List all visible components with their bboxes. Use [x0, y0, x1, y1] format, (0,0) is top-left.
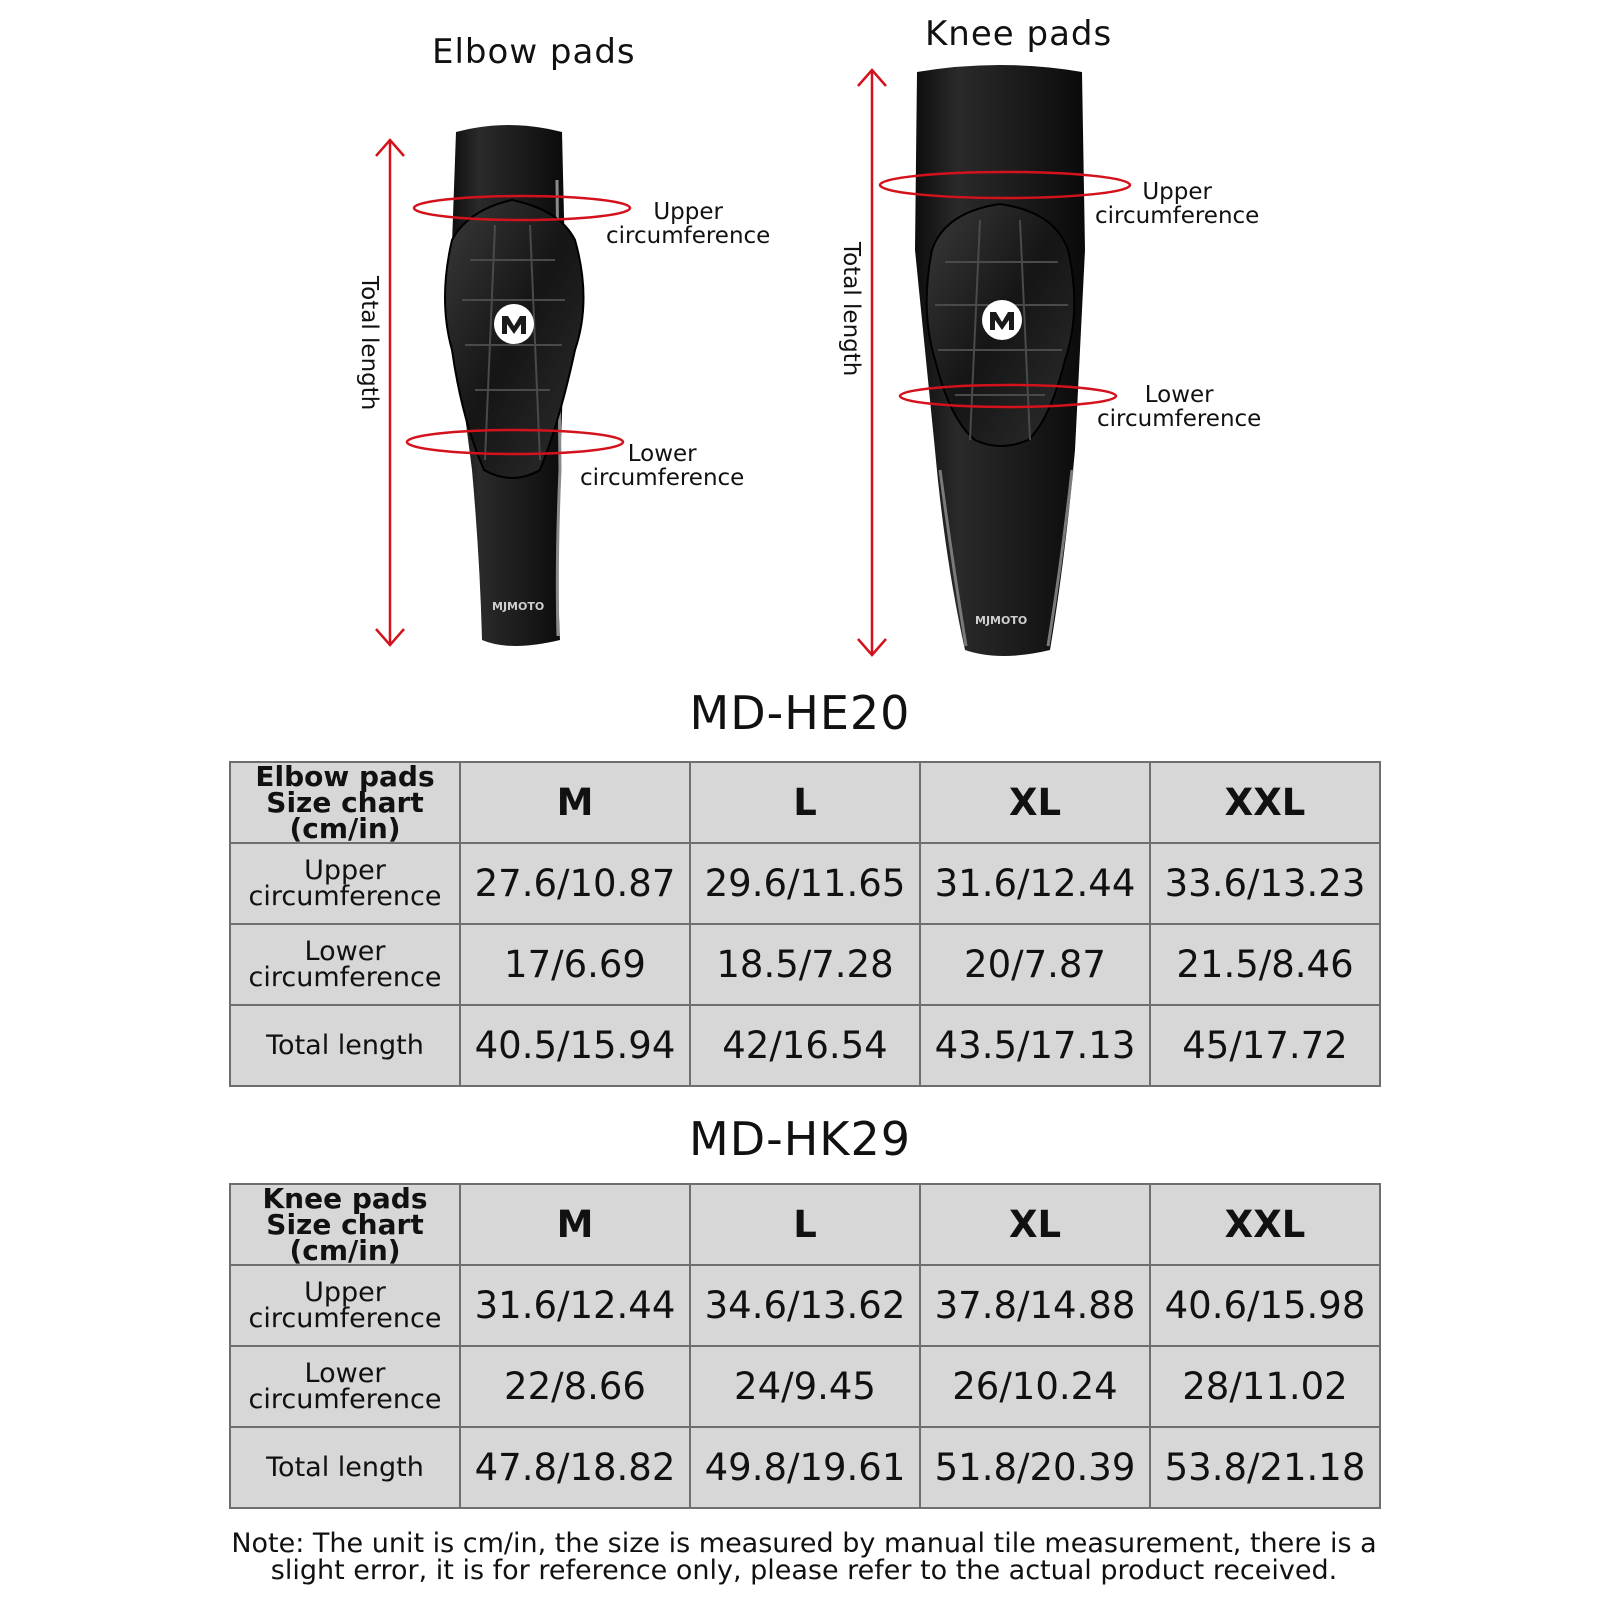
size-header-xl: XL — [920, 762, 1150, 843]
corner-line: (cm/in) — [289, 1233, 401, 1267]
model-title-knee: MD-HK29 — [689, 1112, 911, 1166]
table-corner-cell — [230, 1181, 460, 1267]
size-header-m: M — [460, 762, 690, 843]
row-label-line: Upper — [304, 1276, 386, 1308]
size-header-xxl: XXL — [1150, 1184, 1380, 1265]
table-cell: 49.8/19.61 — [690, 1427, 920, 1508]
row-label-lower-circumference — [230, 1346, 460, 1427]
table-cell: 31.6/12.44 — [460, 1265, 690, 1346]
row-label-line: Total length — [266, 1451, 424, 1483]
table-cell: 37.8/14.88 — [920, 1265, 1150, 1346]
table-row — [230, 924, 1380, 1005]
knee-size-chart — [229, 1183, 1381, 1509]
corner-line: (cm/in) — [289, 811, 401, 845]
row-label-line: circumference — [248, 1302, 442, 1334]
knee-lower-label: Lower circumference — [1097, 382, 1262, 432]
table-cell: 24/9.45 — [690, 1346, 920, 1427]
size-header-l: L — [690, 762, 920, 843]
row-label-line: Upper — [304, 854, 386, 886]
note-line: slight error, it is for reference only, please refer to the actual product received. — [270, 1555, 1338, 1586]
table-cell: 17/6.69 — [460, 924, 690, 1005]
table-header-row — [230, 762, 1380, 843]
row-label-line: circumference — [248, 961, 442, 993]
table-cell: 27.6/10.87 — [460, 843, 690, 924]
table-cell: 47.8/18.82 — [460, 1427, 690, 1508]
table-cell: 45/17.72 — [1150, 1005, 1380, 1086]
table-row — [230, 843, 1380, 924]
table-cell: 42/16.54 — [690, 1005, 920, 1086]
table-cell: 26/10.24 — [920, 1346, 1150, 1427]
table-row — [230, 1346, 1380, 1427]
knee-upper-label: Upper circumference — [1095, 179, 1260, 229]
corner-line: Size chart — [266, 1207, 424, 1241]
row-label-line: Lower — [304, 935, 386, 967]
table-row — [230, 1005, 1380, 1086]
row-label-total-length — [230, 1005, 460, 1086]
row-label-upper-circumference — [230, 1265, 460, 1346]
corner-line: Size chart — [266, 785, 424, 819]
elbow-pads-title: Elbow pads — [432, 32, 636, 72]
knee-brand-label: MJMOTO — [975, 614, 1028, 627]
row-label-line: Lower — [304, 1357, 386, 1389]
note-line: Note: The unit is cm/in, the size is measured by manual tile measurement, there is a — [231, 1528, 1377, 1559]
table-cell: 20/7.87 — [920, 924, 1150, 1005]
size-header-l: L — [690, 1184, 920, 1265]
elbow-lower-label: Lower circumference — [580, 441, 745, 491]
table-cell: 43.5/17.13 — [920, 1005, 1150, 1086]
table-cell: 34.6/13.62 — [690, 1265, 920, 1346]
table-cell: 40.6/15.98 — [1150, 1265, 1380, 1346]
table-row — [230, 1427, 1380, 1508]
sizing-diagram — [0, 0, 1600, 680]
table-corner-cell — [230, 759, 460, 845]
knee-pads-title: Knee pads — [925, 14, 1113, 54]
corner-line: Knee pads — [262, 1181, 428, 1215]
row-label-line: circumference — [248, 880, 442, 912]
elbow-length-label: Total length — [356, 276, 382, 411]
corner-line: Elbow pads — [255, 759, 435, 793]
size-header-xxl: XXL — [1150, 762, 1380, 843]
table-cell: 31.6/12.44 — [920, 843, 1150, 924]
knee-pad-image — [915, 65, 1085, 656]
table-cell: 29.6/11.65 — [690, 843, 920, 924]
size-header-m: M — [460, 1184, 690, 1265]
table-header-row — [230, 1184, 1380, 1265]
table-cell: 51.8/20.39 — [920, 1427, 1150, 1508]
row-label-upper-circumference — [230, 843, 460, 924]
elbow-pad-image — [445, 125, 584, 646]
elbow-size-chart — [229, 761, 1381, 1087]
measurement-note — [204, 1530, 1404, 1584]
elbow-upper-label: Upper circumference — [606, 199, 771, 249]
row-label-line: circumference — [248, 1383, 442, 1415]
elbow-brand-label: MJMOTO — [492, 600, 545, 613]
row-label-total-length — [230, 1427, 460, 1508]
table-cell: 28/11.02 — [1150, 1346, 1380, 1427]
elbow-logo-circle — [494, 304, 534, 344]
table-cell: 22/8.66 — [460, 1346, 690, 1427]
knee-logo-circle — [982, 300, 1022, 340]
row-label-line: Total length — [266, 1029, 424, 1061]
knee-length-label: Total length — [838, 242, 864, 377]
table-cell: 21.5/8.46 — [1150, 924, 1380, 1005]
size-header-xl: XL — [920, 1184, 1150, 1265]
table-row — [230, 1265, 1380, 1346]
table-cell: 40.5/15.94 — [460, 1005, 690, 1086]
model-title-elbow: MD-HE20 — [689, 686, 911, 740]
table-cell: 18.5/7.28 — [690, 924, 920, 1005]
table-cell: 53.8/21.18 — [1150, 1427, 1380, 1508]
table-cell: 33.6/13.23 — [1150, 843, 1380, 924]
row-label-lower-circumference — [230, 924, 460, 1005]
